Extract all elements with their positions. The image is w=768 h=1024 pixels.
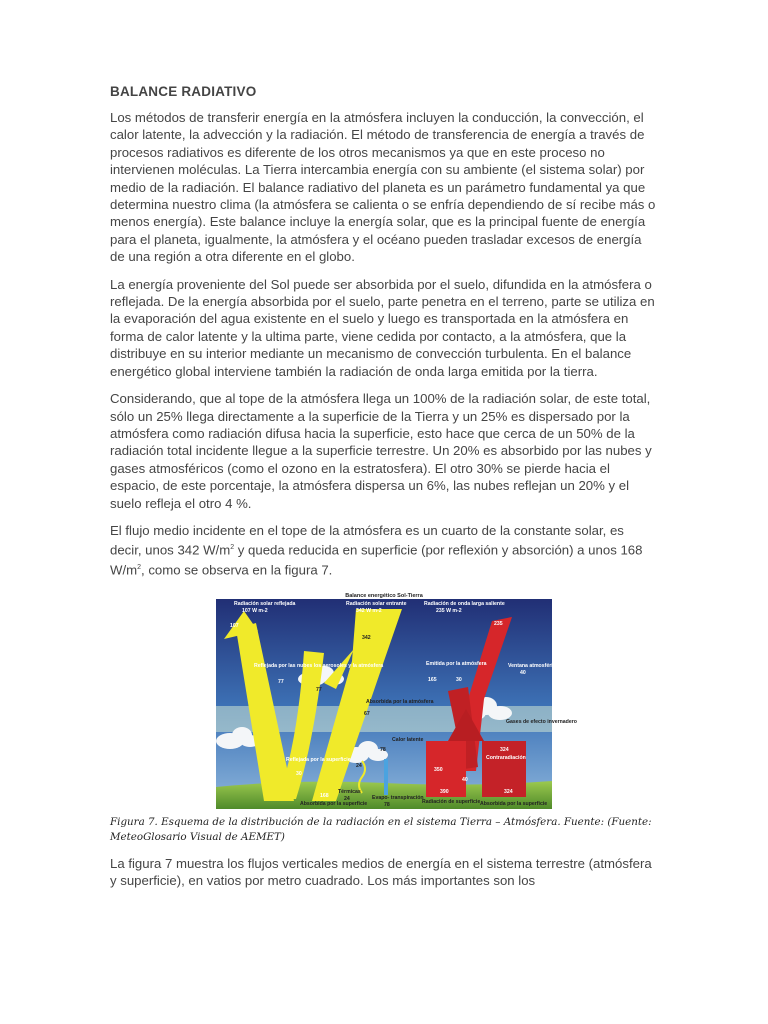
label-reflejada-sup: Reflejada por la superficie — [286, 756, 351, 763]
value-77: 77 — [316, 686, 322, 693]
label-evapo: Evapo- transpiración — [372, 794, 424, 801]
paragraph-2: La energía proveniente del Sol puede ser absorbida por el suelo, difundida en la atmósfera o reflejada. De la energía absorbida por el suelo, parte penetra en el terreno, parte se utiliza en la evaporación del agua existente en el suelo y luego es transportada en la atmósfera en forma de calor latente y la ultima parte, viene cedida por contacto, a la atmósfera, que la distribuye en su interior mediante un mecanismo de convección turbulenta. En el balance energético global interviene también la radiación de onda larga emitida por la tierra. — [110, 276, 655, 379]
value-342: 342 — [362, 634, 371, 641]
value-radiacion-sup: 390 — [440, 788, 449, 795]
value-evapo: 78 — [384, 801, 390, 808]
paragraph-1: Los métodos de transferir energía en la atmósfera incluyen la conducción, la convección, el calor latente, la advección y la radiación. El método de transferencia de energía a través de procesos radiativos es diferente de los otros mecanismos ya que en este proceso no intervienen moléculas. La Tierra intercambia energía con su ambiente (el sistema solar) por medio de la radiación. El balance radiativo del planeta es un parámetro fundamental ya que determina nuestro clima (la atmósfera se calienta o se enfría dependiendo de sí recibe más o menos energía). Este balance incluye la energía solar, que es la principal fuente de energía para el planeta, igualmente, la atmósfera y el océano pueden trasladar excesos de energía de una región a otra diferente en el globo. — [110, 110, 656, 265]
value-107: 107 — [230, 622, 239, 629]
value-termicas: 24 — [344, 795, 350, 802]
paragraph-5: La figura 7 muestra los flujos verticales medios de energía en el sistema terrestre (atmósfera y superficie), en vatios por metro cuadrado. Los más importantes son los — [110, 855, 652, 889]
figure-title: Balance energético Sol-Tierra — [345, 592, 423, 599]
value-350: 350 — [434, 766, 443, 773]
label-reflejada-nubes: Reflejada por las nubes los aerosoles y la atmósfera — [254, 662, 384, 669]
value-contraradiacion: 324 — [500, 746, 509, 753]
document-page — [110, 84, 658, 900]
value-reflejada-sup: 30 — [296, 770, 302, 777]
value-30: 30 — [456, 676, 462, 683]
paragraph-3: Considerando, que al tope de la atmósfera llega un 100% de la radiación solar, de este total, sólo un 25% llega directamente a la superficie de la Tierra y un 25% es dispersado por la atmósfera como radiación difusa hacia la superficie, esto hace que cerca de un 50% de la radiación total incidente llegue a la superficie terrestre. Un 20% es absorbido por las nubes y gases atmosféricos (como el ozono en la estratosfera). El otro 30% se pierde hacia el espacio, de este porcentaje, la atmósfera dispersa un 6%, las nubes reflejan un 20% y el suelo refleja el otro 4 %. — [110, 391, 652, 511]
value-67: 67 — [364, 710, 370, 717]
energy-balance-figure — [216, 591, 577, 809]
label-calor-latente: Calor latente — [392, 736, 424, 743]
label-termicas: Térmicas — [338, 788, 361, 795]
label-emitida-atm: Emitida por la atmósfera — [426, 660, 487, 667]
value-absorbida-sup-left: 168 — [320, 792, 329, 799]
value-solar-entrante: 342 W m-2 — [356, 607, 382, 614]
label-radiacion-sup: Radiación de superficie — [422, 798, 481, 805]
label-absorbida-sup-left: Absorbida por la superficie — [300, 800, 368, 807]
label-onda-larga: Radiación de onda larga saliente — [424, 600, 505, 607]
label-ventana: Ventana atmosférica — [508, 662, 559, 669]
energy-balance-diagram — [216, 591, 577, 809]
section-heading: BALANCE RADIATIVO — [110, 84, 257, 99]
value-165: 165 — [428, 676, 437, 683]
value-78: 78 — [380, 746, 386, 753]
value-solar-reflejada: 107 W m-2 — [242, 607, 268, 614]
paragraph-4: El flujo medio incidente en el tope de la atmósfera es un cuarto de la constante solar, es decir, unos 342 $W/m^2$ y queda reducida en superficie (por reflexión y absorción) a unos 168 $W/m^2$, como se observa en la figura 7. — [110, 522, 643, 578]
figure-caption: Figura 7. Esquema de la distribución de la radiación en el sistema Tierra – Atmósfera. Fuente: (Fuente: MeteoGlosario Visual de AEMET) — [110, 815, 652, 843]
value-absorbida-sup-right: 324 — [504, 788, 513, 795]
value-ventana: 40 — [520, 669, 526, 676]
value-24: 24 — [356, 762, 362, 769]
label-contraradiacion: Contraradiación — [486, 754, 526, 761]
value-onda-larga: 235 W m-2 — [436, 607, 462, 614]
value-235: 235 — [494, 620, 503, 627]
label-solar-entrante: Radiación solar entrante — [346, 600, 407, 607]
label-absorbida-sup-right: Absorbida por la superficie — [480, 800, 548, 807]
label-solar-reflejada: Radiación solar reflejada — [234, 600, 296, 607]
label-gases-efecto: Gases de efecto invernadero — [506, 718, 577, 725]
value-40: 40 — [462, 776, 468, 783]
label-absorbida-atm: Absorbida por la atmósfera — [366, 698, 434, 705]
value-reflejada-nubes: 77 — [278, 678, 284, 685]
